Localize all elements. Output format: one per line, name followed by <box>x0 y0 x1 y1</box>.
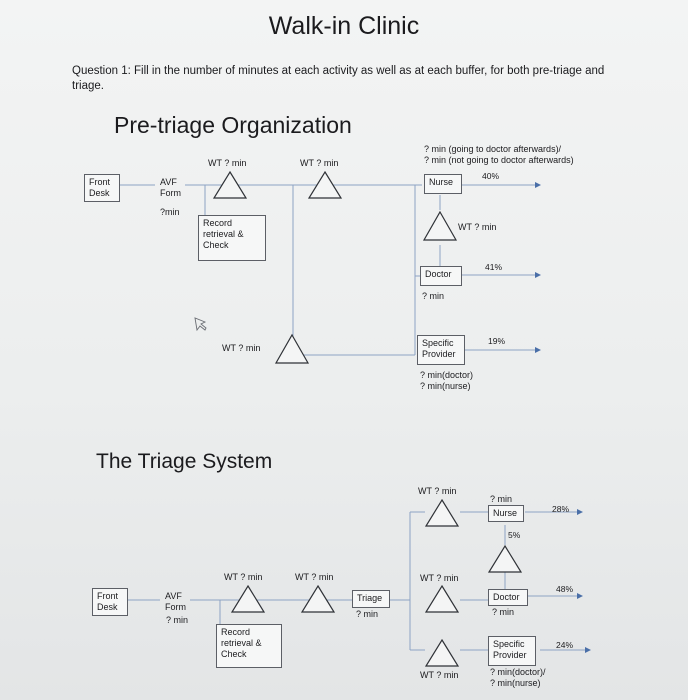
tr-avf-form: AVF Form <box>165 591 186 612</box>
pt-wt-1: WT ? min <box>208 158 247 168</box>
tr-wt-1: WT ? min <box>224 572 263 582</box>
tr-triage-box: Triage <box>352 590 390 608</box>
tr-wt-mid: WT ? min <box>420 573 459 583</box>
tr-record-box: Record retrieval & Check <box>216 624 282 668</box>
pt-pct-specific: 19% <box>488 336 506 346</box>
tr-nurse-min: ? min <box>490 494 513 504</box>
pt-wt-doctor: WT ? min <box>458 222 497 232</box>
tr-pct-nurse: 28% <box>552 504 570 514</box>
tr-doctor-box: Doctor <box>488 589 528 606</box>
tr-pct-5: 5% <box>508 530 521 540</box>
pt-front-desk-box: Front Desk <box>84 174 120 202</box>
tr-specific-min: ? min(doctor)/ ? min(nurse) <box>490 667 546 688</box>
triage-heading: The Triage System <box>96 450 273 473</box>
buffer-triangle-tr-1 <box>232 586 264 612</box>
pt-nurse-note: ? min (going to doctor afterwards)/ ? min (not going to doctor afterwards) <box>424 144 574 165</box>
pt-avf-min: ?min <box>160 207 180 217</box>
tr-pct-specific: 24% <box>556 640 574 650</box>
buffer-triangle-tr-nurse <box>426 500 458 526</box>
tr-wt-bottom: WT ? min <box>420 670 459 680</box>
buffer-triangle-tr-5pct <box>489 546 521 572</box>
cursor-icon <box>195 318 206 330</box>
tr-triage-min: ? min <box>356 609 379 619</box>
tr-doctor-min: ? min <box>492 607 515 617</box>
question-text: Question 1: Fill in the number of minutes at each activity as well as at each buffer, for both pre-triage and triage. <box>72 65 605 92</box>
pt-pct-nurse: 40% <box>482 171 500 181</box>
tr-wt-top: WT ? min <box>418 486 457 496</box>
pt-pct-doctor: 41% <box>485 262 503 272</box>
pretriage-heading: Pre-triage Organization <box>114 112 352 138</box>
tr-nurse-box: Nurse <box>488 505 524 522</box>
pt-specific-min: ? min(doctor) ? min(nurse) <box>420 370 474 391</box>
pt-avf-form: AVF Form <box>160 177 181 198</box>
tr-front-desk-box: Front Desk <box>92 588 128 616</box>
tr-pct-doctor: 48% <box>556 584 574 594</box>
pt-wt-lower: WT ? min <box>222 343 261 353</box>
page-title: Walk-in Clinic <box>268 12 420 40</box>
pt-nurse-box: Nurse <box>424 174 462 194</box>
pt-wt-2: WT ? min <box>300 158 339 168</box>
pt-record-box: Record retrieval & Check <box>198 215 266 261</box>
buffer-triangle-tr-specific <box>426 640 458 666</box>
buffer-triangle-pt-lower <box>276 335 308 363</box>
tr-wt-2: WT ? min <box>295 572 334 582</box>
tr-avf-min: ? min <box>166 615 189 625</box>
buffer-triangle-pt-doctor <box>424 212 456 240</box>
tr-specific-box: Specific Provider <box>488 636 536 666</box>
buffer-triangle-tr-doctor <box>426 586 458 612</box>
pt-doctor-box: Doctor <box>420 266 462 286</box>
pt-doctor-min: ? min <box>422 291 445 301</box>
buffer-triangle-tr-2 <box>302 586 334 612</box>
pt-specific-box: Specific Provider <box>417 335 465 365</box>
